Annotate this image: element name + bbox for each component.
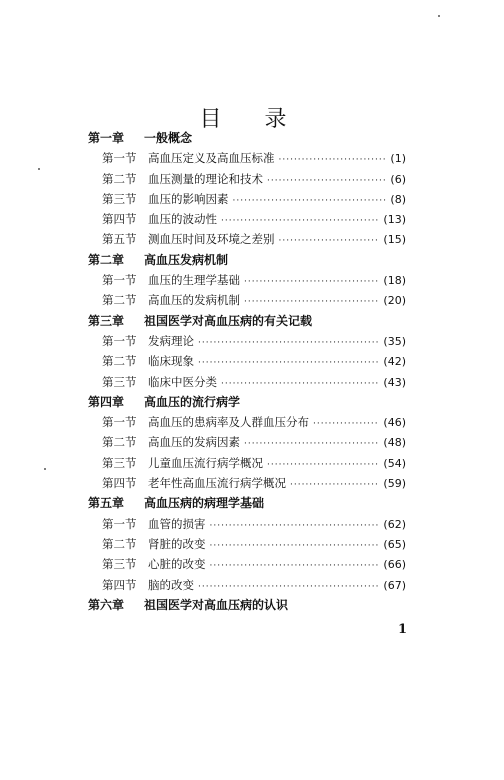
- scan-speck: [438, 15, 440, 17]
- toc-section: [88, 412, 406, 432]
- leader-dots: [244, 292, 379, 312]
- toc-section: [88, 331, 406, 351]
- chapter-number: 第六章: [88, 597, 125, 612]
- section-number: 第二节: [102, 354, 137, 369]
- section-page: (1): [390, 152, 406, 166]
- section-title: 血压的波动性: [148, 212, 217, 227]
- leader-dots: [210, 536, 380, 556]
- toc-chapter: [88, 392, 406, 412]
- section-number: 第三节: [102, 374, 137, 389]
- section-page: (8): [390, 192, 406, 206]
- chapter-title: 高血压发病机制: [144, 252, 229, 267]
- section-page: (18): [383, 274, 406, 288]
- page-number: 1: [398, 622, 408, 637]
- page-title: 目 录: [199, 107, 305, 132]
- section-number: 第三节: [102, 557, 137, 572]
- section-title: 测血压时间及环境之差别: [148, 232, 275, 247]
- scan-speck: [44, 468, 46, 470]
- section-page: (54): [383, 456, 406, 470]
- section-title: 高血压的发病因素: [148, 435, 240, 450]
- section-page: (46): [383, 416, 406, 430]
- chapter-title: 祖国医学对高血压病的认识: [144, 597, 289, 612]
- chapter-number: 第一章: [88, 131, 125, 145]
- leader-dots: [221, 374, 379, 394]
- section-number: 第四节: [102, 577, 137, 592]
- toc-section: [88, 351, 406, 371]
- section-number: 第一节: [102, 273, 137, 288]
- section-number: 第三节: [102, 455, 137, 470]
- section-title: 高血压的发病机制: [148, 293, 240, 308]
- leader-dots: [290, 475, 379, 495]
- leader-dots: [198, 577, 379, 597]
- section-number: 第三节: [102, 191, 137, 206]
- chapter-number: 第二章: [88, 252, 125, 267]
- section-page: (62): [383, 517, 406, 531]
- section-title: 血压的影响因素: [148, 191, 229, 206]
- leader-dots: [267, 171, 386, 191]
- section-number: 第一节: [102, 333, 137, 348]
- section-number: 第二节: [102, 435, 137, 450]
- section-number: 第二节: [102, 293, 137, 308]
- toc-section: [88, 372, 406, 392]
- section-title: 高血压定义及高血压标准: [148, 151, 275, 166]
- toc-chapter: [88, 128, 406, 148]
- chapter-title: 高血压病的病理学基础: [144, 496, 265, 511]
- section-title: 儿童血压流行病学概况: [148, 455, 263, 470]
- toc-section: [88, 148, 406, 168]
- section-page: (42): [383, 355, 406, 369]
- toc-section: [88, 270, 406, 290]
- leader-dots: [279, 231, 380, 251]
- chapter-title: 高血压的流行病学: [144, 394, 241, 409]
- section-page: (48): [383, 436, 406, 450]
- chapter-title: 祖国医学对高血压病的有关记载: [144, 313, 313, 328]
- section-title: 血压测量的理论和技术: [148, 171, 263, 186]
- section-title: 血管的损害: [148, 516, 206, 531]
- section-title: 心脏的改变: [148, 557, 206, 572]
- toc-section: [88, 514, 406, 534]
- section-page: (35): [383, 334, 406, 348]
- toc-section: [88, 229, 406, 249]
- section-title: 临床现象: [148, 354, 194, 369]
- section-number: 第一节: [102, 151, 137, 166]
- leader-dots: [279, 150, 387, 170]
- toc-section: [88, 453, 406, 473]
- section-title: 发病理论: [148, 333, 194, 348]
- scan-speck: [38, 168, 40, 170]
- leader-dots: [233, 191, 387, 211]
- chapter-number: 第三章: [88, 313, 125, 328]
- leader-dots: [210, 556, 380, 576]
- toc-chapter: [88, 595, 406, 615]
- toc-section: [88, 290, 406, 310]
- toc-section: [88, 432, 406, 452]
- toc-chapter: [88, 250, 406, 270]
- leader-dots: [210, 516, 380, 536]
- section-number: 第四节: [102, 212, 137, 227]
- leader-dots: [267, 455, 379, 475]
- section-number: 第一节: [102, 415, 137, 430]
- section-page: (43): [383, 375, 406, 389]
- section-page: (59): [383, 477, 406, 491]
- section-title: 临床中医分类: [148, 374, 217, 389]
- section-title: 高血压的患病率及人群血压分布: [148, 415, 309, 430]
- section-number: 第二节: [102, 536, 137, 551]
- leader-dots: [313, 414, 379, 434]
- section-page: (67): [383, 578, 406, 592]
- chapter-number: 第五章: [88, 496, 125, 511]
- leader-dots: [244, 434, 379, 454]
- toc-section: [88, 554, 406, 574]
- section-page: (65): [383, 537, 406, 551]
- section-page: (13): [383, 213, 406, 227]
- leader-dots: [244, 272, 379, 292]
- toc-section: [88, 169, 406, 189]
- toc-section: [88, 209, 406, 229]
- section-title: 脑的改变: [148, 577, 194, 592]
- section-number: 第五节: [102, 232, 137, 247]
- toc-chapter: [88, 311, 406, 331]
- toc-section: [88, 575, 406, 595]
- section-title: 血压的生理学基础: [148, 273, 240, 288]
- leader-dots: [221, 211, 379, 231]
- section-title: 肾脏的改变: [148, 536, 206, 551]
- leader-dots: [198, 353, 379, 373]
- toc-section: [88, 189, 406, 209]
- toc-chapter: [88, 493, 406, 513]
- section-page: (6): [390, 172, 406, 186]
- table-of-contents: [88, 128, 406, 615]
- chapter-number: 第四章: [88, 394, 125, 409]
- toc-section: [88, 534, 406, 554]
- leader-dots: [198, 333, 379, 353]
- section-number: 第二节: [102, 171, 137, 186]
- chapter-title: 一般概念: [144, 131, 193, 145]
- section-page: (20): [383, 294, 406, 308]
- section-title: 老年性高血压流行病学概况: [148, 476, 286, 491]
- section-number: 第一节: [102, 516, 137, 531]
- toc-section: [88, 473, 406, 493]
- section-page: (15): [383, 233, 406, 247]
- section-number: 第四节: [102, 476, 137, 491]
- section-page: (66): [383, 558, 406, 572]
